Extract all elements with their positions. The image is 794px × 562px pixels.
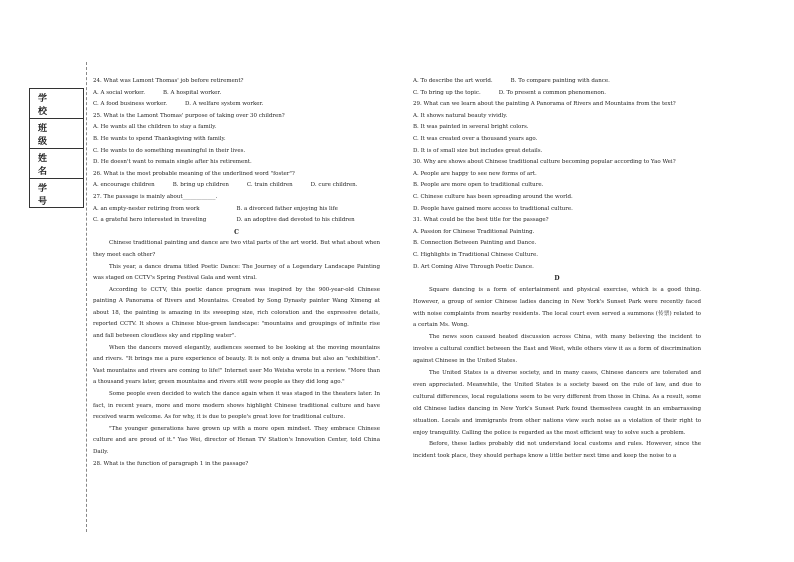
option: C. He wants to do something meaningful in their lives. bbox=[93, 147, 246, 154]
section-d-heading: D bbox=[554, 275, 560, 283]
option: B. bring up children bbox=[172, 182, 229, 189]
option: D. an adoptive dad devoted to his children bbox=[236, 217, 355, 224]
option: C. a grateful hero interested in traveling bbox=[93, 217, 207, 224]
option: C. It was created over a thousand years ago. bbox=[413, 135, 538, 142]
option: A. A social worker. bbox=[93, 89, 145, 96]
passage-d-paragraph: Before, these ladies probably did not understand local customs and rules. However, since the incident took place, they should perhaps know a little better next time and keep the noise to a bbox=[413, 441, 701, 460]
option: D. cure children. bbox=[310, 182, 358, 189]
question-28-options-cd bbox=[413, 88, 701, 100]
question-26-stem: 26. What is the most probable meaning of the underlined word "foster"? bbox=[93, 170, 295, 177]
right-column bbox=[413, 76, 701, 463]
passage-c-paragraph: This year, a dance drama titled Poetic Dance: The Journey of a Legendary Landscape Painting was staged on CCTV's Spring Festival Gala and went viral. bbox=[93, 263, 380, 282]
option: A. He wants all the children to stay a family. bbox=[93, 124, 217, 131]
section-c-heading: C bbox=[234, 228, 239, 236]
passage-c-paragraph: When the dancers moved elegantly, audiences seemed to be looking at the moving mountains and rivers. "It brings me a pure experience of beauty. It is not only a drama but also an "exhibition". Vast mountains and rivers are coming to life!" Internet user Mo Weisha wrote in a review. "More than a thousand years later, green mountains and rivers still wow people as they did long ago." bbox=[93, 344, 380, 386]
binding-line bbox=[86, 62, 87, 532]
option: C. Highlights in Traditional Chinese Culture. bbox=[413, 251, 539, 258]
option: A. encourage children bbox=[93, 182, 155, 189]
option: A. People are happy to see new forms of art. bbox=[413, 170, 537, 177]
passage-d-paragraph: The news soon caused heated discussion across China, with many believing the incident to involve a cultural conflict between the East and West, while others view it as a form of discrimination against Chinese in the United States. bbox=[413, 334, 701, 365]
passage-d-paragraph: Square dancing is a form of entertainment and physical exercise, which is a good thing. However, a group of senior Chinese ladies dancing in New York's Sunset Park were recently faced with noise complaints from nearby residents. The local court even served a summons (传票) related to a certain Ms. Wong. bbox=[413, 286, 701, 329]
question-24-options-cd bbox=[93, 99, 380, 111]
question-28-options-ab bbox=[413, 76, 701, 88]
school-label: 学 校 bbox=[30, 89, 83, 119]
option: B. Connection Between Painting and Dance. bbox=[413, 240, 537, 247]
question-27-options-cd bbox=[93, 215, 380, 227]
option: B. It was painted in several bright colors. bbox=[413, 124, 529, 131]
question-27-options-ab bbox=[93, 204, 380, 216]
question-24-options-ab bbox=[93, 88, 380, 100]
passage-c-paragraph: According to CCTV, this poetic dance program was inspired by the 900-year-old Chinese painting A Panorama of Rivers and Mountains. Created by Song Dynasty painter Wang Ximeng at about 18, the painting is amazing in its sweeping size, rich coloration and the expressive details, reported CCTV. It shows a Chinese blue-green landscape: "mountains and groupings of infinite rise and fall between cloudless sky and rippling water". bbox=[93, 286, 380, 340]
option: C. Chinese culture has been spreading around the world. bbox=[413, 193, 573, 200]
option: D. Art Coming Alive Through Poetic Dance. bbox=[413, 263, 534, 270]
option: C. A food business worker. bbox=[93, 101, 168, 108]
question-24-stem: 24. What was Lamont Thomas' job before retirement? bbox=[93, 78, 244, 84]
option: B. People are more open to traditional culture. bbox=[413, 182, 544, 189]
option: D. It is of small size but includes great details. bbox=[413, 147, 543, 154]
student-info-box bbox=[29, 88, 84, 208]
passage-c-paragraph: Some people even decided to watch the dance again when it was staged in the theaters later. In fact, in recent years, more and more modern shows highlight Chinese traditional culture and have received warm welcome. As for why, it is due to people's great love for traditional culture. bbox=[93, 391, 380, 421]
option: C. train children bbox=[246, 182, 293, 189]
passage-c-paragraph: "The younger generations have grown up with a more open mindset. They embrace Chinese culture and are proud of it." Yao Wei, director of Henan TV Station's Innovation Center, told China Daily. bbox=[93, 425, 380, 455]
option: D. He doesn't want to remain single after his retirement. bbox=[93, 159, 252, 166]
option: C. To bring up the topic. bbox=[413, 89, 481, 96]
option: A. It shows natural beauty vividly. bbox=[413, 112, 508, 119]
option: B. A hospital worker. bbox=[162, 89, 222, 96]
question-26-options bbox=[93, 180, 380, 192]
left-column bbox=[93, 76, 380, 470]
option: A. To describe the art world. bbox=[413, 78, 493, 84]
option: A. an empty-nester retiring from work bbox=[93, 205, 200, 212]
option: B. He wants to spend Thanksgiving with family. bbox=[93, 135, 226, 142]
question-31-stem: 31. What could be the best title for the passage? bbox=[413, 217, 549, 224]
student-number-label: 学 号 bbox=[38, 184, 56, 207]
passage-c-paragraph: Chinese traditional painting and dance are two vital parts of the art world. But what about when they meet each other? bbox=[93, 240, 380, 258]
option: D. A welfare system worker. bbox=[185, 101, 264, 108]
question-29-stem: 29. What can we learn about the painting A Panorama of Rivers and Mountains from the text? bbox=[413, 101, 676, 108]
question-28-stem: 28. What is the function of paragraph 1 in the passage? bbox=[93, 460, 249, 467]
passage-d-paragraph: The United States is a diverse society, and in many cases, Chinese dancers are tolerated and even appreciated. Meanwhile, the United States is a society based on the rule of law, and due to cultural differences, local regulations seem to be very different from those in China. As a result, some old Chinese ladies dancing in New York's Sunset Park found themselves caught in an embarrassing situation. Locals and immigrants from other nations view such noise as a violation of their right to enjoy tranquility. Calling the police is regarded as the most efficient way to solve such a problem. bbox=[413, 370, 701, 436]
option: B. To compare painting with dance. bbox=[510, 78, 610, 84]
question-30-stem: 30. Why are shows about Chinese traditional culture becoming popular according to Yao Wei? bbox=[413, 159, 676, 166]
question-27-stem: 27. The passage is mainly about____________. bbox=[93, 193, 218, 200]
option: A. Passion for Chinese Traditional Painting. bbox=[413, 228, 535, 235]
name-label: 姓 名 bbox=[30, 149, 83, 179]
question-25-stem: 25. What is the Lamont Thomas' purpose of taking over 30 children? bbox=[93, 112, 285, 119]
option: B. a divorced father enjoying his life bbox=[236, 205, 338, 212]
class-label: 班 级 bbox=[30, 119, 83, 149]
option: D. To present a common phenomenon. bbox=[498, 89, 606, 96]
option: D. People have gained more access to traditional culture. bbox=[413, 205, 573, 212]
